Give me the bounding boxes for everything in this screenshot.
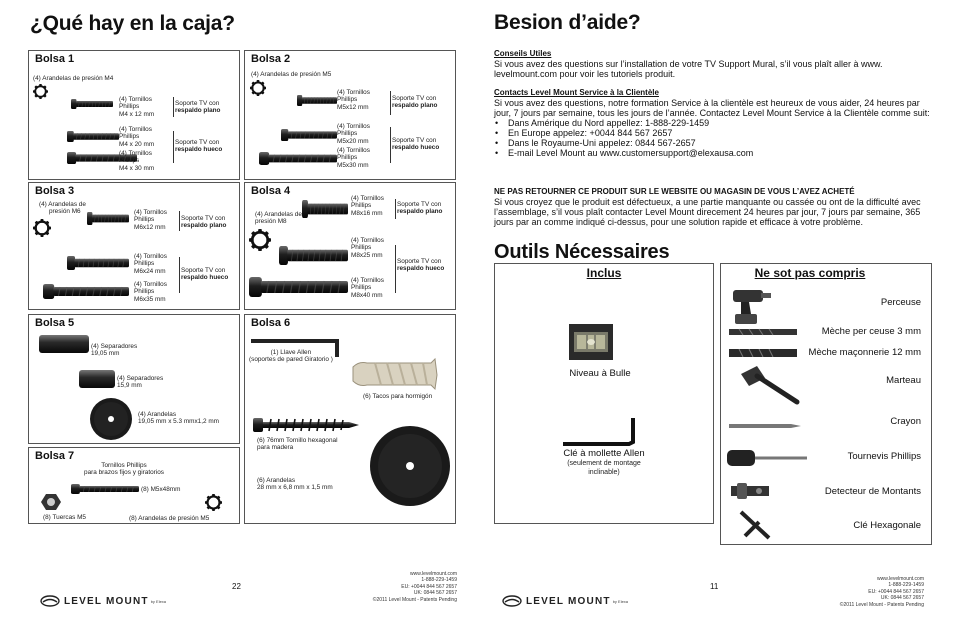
bolsa-4-screw-b-label: (4) Tornillos Phillips M8x25 mm <box>351 237 384 259</box>
bolsa-4-flat-label: Soporte TV con respaldo plano <box>397 201 443 216</box>
bracket-line <box>173 131 174 163</box>
pencil-icon <box>729 422 801 430</box>
tool-label: Tournevis Phillips <box>847 451 921 462</box>
help-title: Besion d’aide? <box>494 11 641 34</box>
screw-icon <box>71 484 139 494</box>
bracket-line <box>395 245 396 293</box>
bolsa-3-flat-label: Soporte TV con respaldo plano <box>181 215 227 230</box>
allen-wrench-icon <box>559 414 643 450</box>
bolsa-2-hollow-label: Soporte TV con respaldo hueco <box>392 137 440 152</box>
bolsa-7-washers-label: (8) Arandelas de presión M5 <box>129 515 210 522</box>
brand-logo-right: LEVEL MOUNT by Elexa <box>502 595 628 607</box>
tool-label: Crayon <box>890 416 921 427</box>
return-text: Si vous croyez que le produit est défectueux, a une partie manquante ou cassée ou ont de la difficulté avec l’assemblage, s’il vous plaît contacter Level Mount direcement 24 heures par jour, 7 jours par semaine, 365 jours par an comme indiqué ci-dessus, pour une solution rapide et efficace à votre problème. <box>494 197 921 227</box>
lock-washer-icon <box>33 84 48 99</box>
bolsa-1-flat-label: Soporte TV con respaldo plano <box>175 100 221 115</box>
tool-label: Clé Hexagonale <box>853 520 921 531</box>
tool-label: Mèche per ceuse 3 mm <box>821 326 921 337</box>
screw-icon <box>87 212 129 225</box>
footer-contact-left: www.levelmount.com 1-888-229-1459 EU: +0044 844 567 2657 UK: 0844 567 2657 ©2011 Level Mount - Patents Pending <box>372 571 457 603</box>
footer-contact-right: www.levelmount.com 1-888-229-1459 EU: +0044 844 567 2657 UK: 0844 567 2657 ©2011 Level Mount - Patents Pending <box>839 576 924 608</box>
bolsa-3-title: Bolsa 3 <box>35 185 75 197</box>
included-tools-panel <box>494 263 714 524</box>
drill-bit-icon <box>729 328 797 336</box>
tools-title: Outils Nécessaires <box>494 241 670 263</box>
level-label: Niveau à Bulle <box>569 368 631 379</box>
bracket-line <box>179 211 180 231</box>
bolsa-1-panel <box>28 50 240 180</box>
not-included-title: Ne sot pas compris <box>754 266 866 280</box>
bolsa-7-head-label: Tornillos Phillips para brazos fijos y giratorios <box>84 462 164 477</box>
tool-label: Mèche maçonnerie 12 mm <box>808 347 921 358</box>
bolsa-2-screw-c-label: (4) Tornillos Phillips M5x30 mm <box>337 147 370 169</box>
screw-icon <box>249 277 348 297</box>
screw-icon <box>302 200 348 218</box>
list-item: • Dans Amérique du Nord appellez: 1-888-229-1459 <box>494 118 930 128</box>
level-mount-logo-icon <box>40 595 60 607</box>
screw-icon <box>281 129 337 141</box>
bracket-line <box>390 91 391 115</box>
contact-section <box>494 88 930 158</box>
included-title: Inclus <box>586 266 622 280</box>
bolsa-6-allen-label: (1) Llave Allen (soportes de pared Giratorio ) <box>249 349 333 364</box>
bracket-line <box>390 127 391 163</box>
bolsa-6-anchors-label: (6) Tacos para hormigón <box>363 393 433 400</box>
bolsa-3-screw-b-label: (4) Tornillos Phillips M6x24 mm <box>134 253 167 275</box>
bolsa-2-screw-b-label: (4) Tornillos Phillips M5x20 mm <box>337 123 370 145</box>
allen-label: Clé à mollette Allen <box>563 448 645 459</box>
hex-wrench-icon <box>735 508 775 542</box>
bolsa-4-title: Bolsa 4 <box>251 185 291 197</box>
bolsa-1-screw-a-label: (4) Tornillos Phillips M4 x 12 mm <box>119 96 155 118</box>
list-item: • Dans le Royaume-Uni appelez: 0844 567-2657 <box>494 138 930 148</box>
washer-icon <box>89 397 133 441</box>
bolsa-5-spacer-a-label: (4) Separadores 19,05 mm <box>91 343 138 358</box>
tool-label: Marteau <box>886 375 921 386</box>
allen-sub-label: (seulement de montage inclinable) <box>567 460 641 476</box>
bolsa-2-flat-label: Soporte TV con respaldo plano <box>392 95 438 110</box>
bolsa-6-lag-label: (6) 76mm Tornillo hexagonal para madera <box>257 437 338 452</box>
bolsa-5-panel <box>28 314 240 444</box>
page-number-left: 22 <box>232 582 241 591</box>
contact-heading: Contacts Level Mount Service à la Clientèle <box>494 88 659 97</box>
bolsa-5-title: Bolsa 5 <box>35 317 75 329</box>
tips-text: Si vous avez des questions sur l’installation de votre TV Support Mural, s’il vous plaît aller à www. levelmount.com pour voir les tutoriels produit. <box>494 59 883 79</box>
bolsa-3-washer-label: (4) Arandelas de presión M6 <box>39 201 86 216</box>
return-section <box>494 187 930 227</box>
bolsa-1-title: Bolsa 1 <box>35 53 75 65</box>
bolsa-2-panel <box>244 50 456 180</box>
spacer-icon <box>79 370 115 388</box>
list-item: • En Europe appelez: +0044 844 567 2657 <box>494 128 930 138</box>
bolsa-3-screw-c-label: (4) Tornillos Phillips M6x35 mm <box>134 281 167 303</box>
bolsa-5-spacer-b-label: (4) Separadores 15,9 mm <box>117 375 164 390</box>
bolsa-1-washer-label: (4) Arandelas de presión M4 <box>33 75 114 82</box>
screw-icon <box>71 99 113 109</box>
bolsa-3-hollow-label: Soporte TV con respaldo hueco <box>181 267 229 282</box>
bolsa-4-screw-c-label: (4) Tornillos Phillips M8x40 mm <box>351 277 384 299</box>
screw-icon <box>297 95 337 106</box>
tool-label: Perceuse <box>880 297 921 308</box>
screw-icon <box>279 246 348 265</box>
bolsa-4-screw-a-label: (4) Tornillos Phillips M8x16 mm <box>351 195 384 217</box>
bolsa-2-washer-label: (4) Arandelas de presión M5 <box>251 71 332 78</box>
bolsa-7-title: Bolsa 7 <box>35 450 75 462</box>
spacer-icon <box>39 335 89 353</box>
bolsa-4-panel <box>244 182 456 310</box>
screw-icon <box>67 256 129 270</box>
lag-screw-icon <box>253 417 359 433</box>
drill-icon <box>729 284 773 326</box>
bolsa-2-title: Bolsa 2 <box>251 53 291 65</box>
contact-text: Si vous avez des questions, notre formation Service à la clientèle est heureux de vous aider, 24 heures par jour, 7 jours par semaine, tous les jours de l’année. Contactez Level Mount Service à la Clientèle comme suit: <box>494 98 930 118</box>
screw-icon <box>259 152 337 165</box>
large-washer-icon <box>369 425 451 507</box>
bolsa-1-screw-b-label: (4) Tornillos Phillips M4 x 20 mm <box>119 126 155 148</box>
tips-section <box>494 49 930 79</box>
tool-label: Detecteur de Montants <box>824 486 921 497</box>
contact-list <box>494 118 930 158</box>
bolsa-4-hollow-label: Soporte TV con respaldo hueco <box>397 258 445 273</box>
masonry-bit-icon <box>729 349 797 357</box>
hammer-icon <box>735 364 803 406</box>
page-number-right: 11 <box>710 582 719 591</box>
bolsa-7-panel <box>28 447 240 524</box>
screwdriver-icon <box>727 448 809 468</box>
lock-washer-icon <box>249 229 271 251</box>
screw-icon <box>43 284 129 299</box>
not-included-tools-panel <box>720 263 932 545</box>
bolsa-4-washer-label: (4) Arandelas de presión M8 <box>255 211 302 226</box>
bolsa-6-panel <box>244 314 456 524</box>
bolsa-7-nuts-label: (8) Tuercas M5 <box>43 514 86 521</box>
bolsa-6-title: Bolsa 6 <box>251 317 291 329</box>
page-title-left: ¿Qué hay en la caja? <box>30 12 235 35</box>
bolsa-3-panel <box>28 182 240 310</box>
screw-icon <box>67 131 119 142</box>
bracket-line <box>395 199 396 219</box>
bolsa-1-screw-c-label: (4) Tornillos Phillips M4 x 30 mm <box>119 150 155 172</box>
lock-washer-icon <box>33 219 51 237</box>
brand-logo-left: LEVEL MOUNT by Elexa <box>40 595 166 607</box>
bolsa-3-screw-a-label: (4) Tornillos Phillips M6x12 mm <box>134 209 167 231</box>
bolsa-5-washer-label: (4) Arandelas 19,05 mm x 5.3 mmx1,2 mm <box>138 411 219 426</box>
wall-anchor-icon <box>351 355 447 393</box>
bubble-level-icon <box>569 324 613 360</box>
level-mount-logo-icon <box>502 595 522 607</box>
bolsa-1-hollow-label: Soporte TV con respaldo hueco <box>175 139 223 154</box>
stud-finder-icon <box>729 482 771 500</box>
hex-nut-icon <box>41 493 61 511</box>
lock-washer-icon <box>250 80 266 96</box>
bracket-line <box>173 97 174 117</box>
tips-heading: Conseils Utiles <box>494 49 552 58</box>
lock-washer-icon <box>205 494 222 511</box>
bolsa-7-screw-label: (8) M5x48mm <box>141 486 181 493</box>
list-item: • E-mail Level Mount au www.customersupport@elexausa.com <box>494 148 930 158</box>
bracket-line <box>179 257 180 293</box>
bolsa-2-screw-a-label: (4) Tornillos Phillips M5x12 mm <box>337 89 370 111</box>
return-heading: NE PAS RETOURNER CE PRODUIT SUR LE WEBSITE OU MAGASIN DE VOUS L’AVEZ ACHETÉ <box>494 187 855 196</box>
bolsa-6-washers-label: (6) Arandelas 28 mm x 6,8 mm x 1,5 mm <box>257 477 333 492</box>
